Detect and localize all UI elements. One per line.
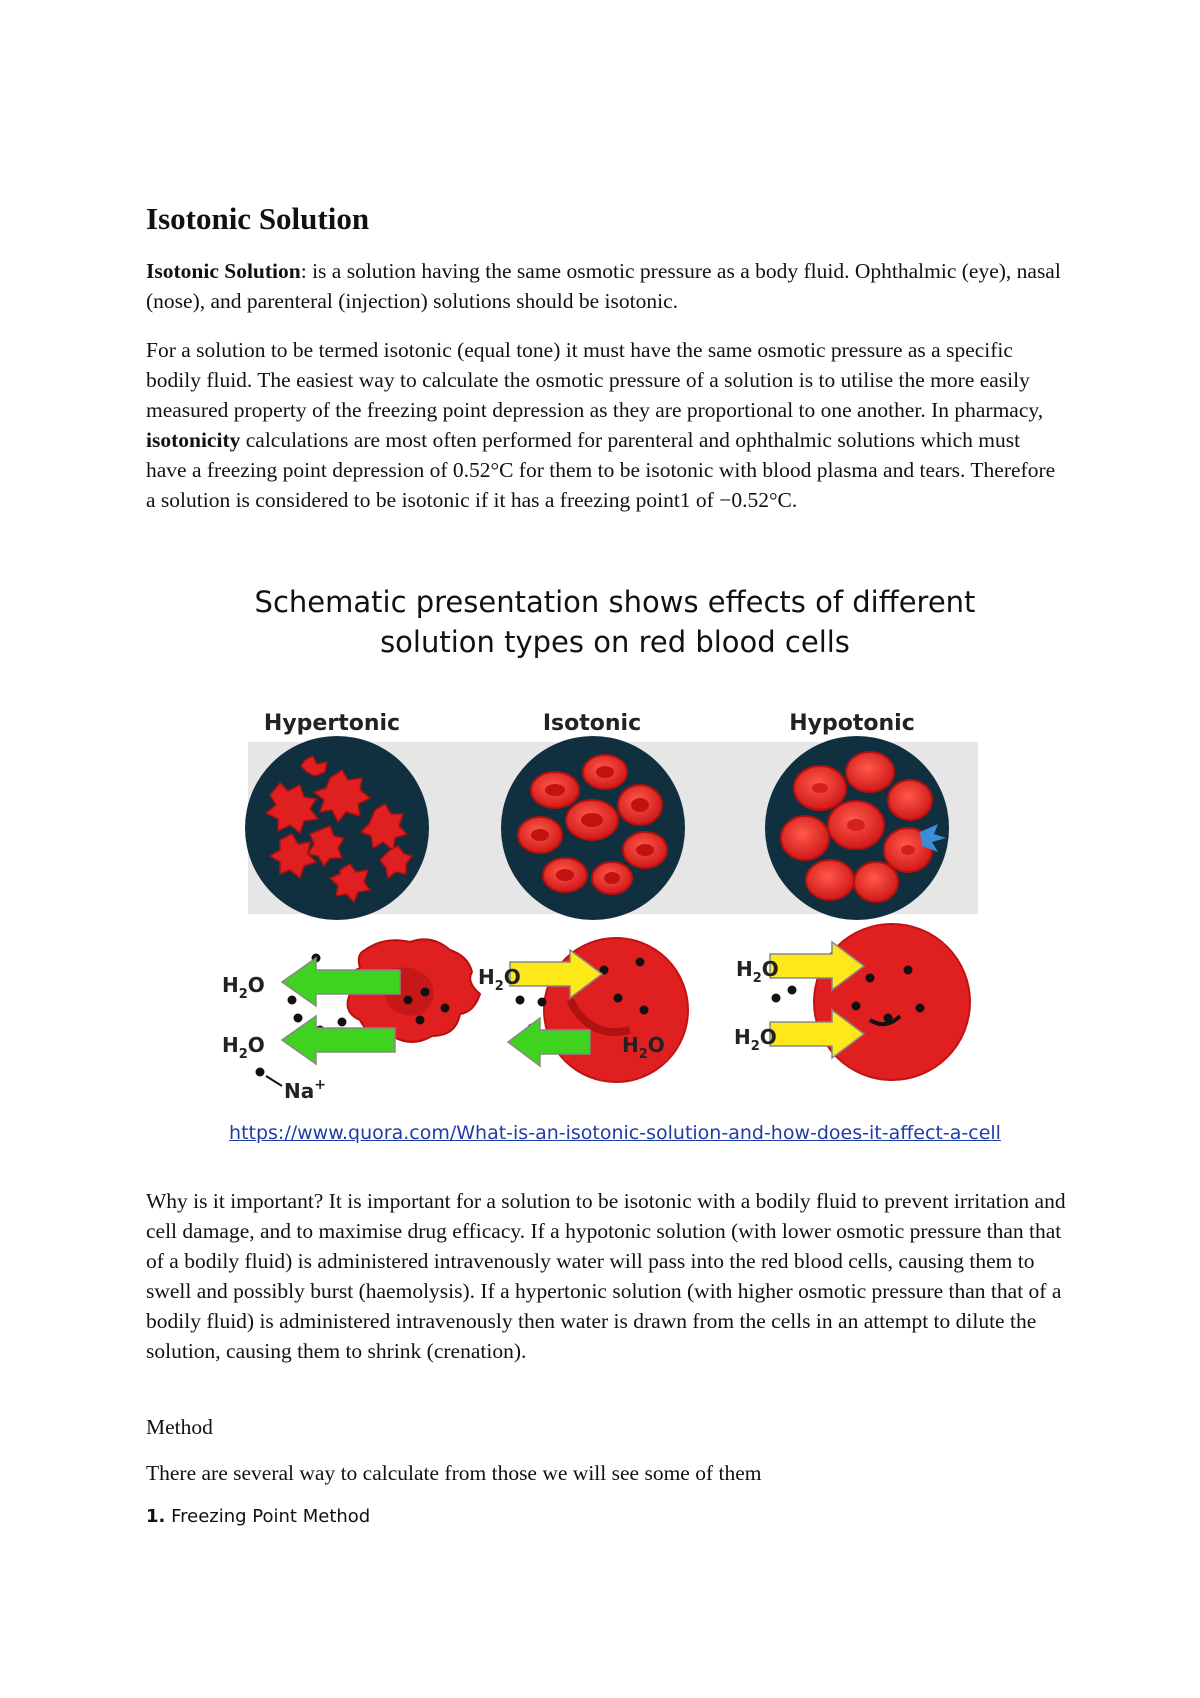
definition-text: : is a solution having the same osmotic pressure as a body fluid. Ophthalmic (eye), nasal (nose), and parenteral (injection) solutions should be isotonic. <box>146 259 1061 313</box>
source-link[interactable]: https://www.quora.com/What-is-an-isotonic-solution-and-how-does-it-affect-a-cell <box>229 1122 1001 1144</box>
para2-text-after: calculations are most often performed for parenteral and ophthalmic solutions which must have a freezing point depression of 0.52°C for them to be isotonic with blood plasma and tears. Therefore a solution is considered to be isotonic if it has a freezing point1 of −0.52°C. <box>146 428 1056 512</box>
page-title: Isotonic Solution <box>146 201 370 236</box>
water-label-3: $H_2O$ <box>478 965 521 994</box>
figure-title-line-1: Schematic presentation shows effects of different <box>254 585 976 619</box>
method-heading: Method <box>146 1415 213 1439</box>
label-hypertonic: Hypertonic <box>263 711 401 736</box>
water-label-6: $H_2O$ <box>734 1025 777 1054</box>
hypotonic-schematic <box>734 924 970 1080</box>
importance-paragraph: Why is it important? It is important for a solution to be isotonic with a bodily fluid to prevent irritation and cell damage, and to maximise drug efficacy. If a hypotonic solution (with lower osmotic pressure than that of a bodily fluid) is administered intravenously water will pass into the red blood cells, causing them to swell and possibly burst (haemolysis). If a hypertonic solution (with higher osmotic pressure than that of a bodily fluid) is administered intravenously then water is drawn from the cells in an attempt to dilute the solution, causing them to shrink (crenation). <box>146 1189 1066 1363</box>
sodium-ion-label: Na+ <box>284 1077 326 1100</box>
osmotic-pressure-paragraph <box>146 335 1066 515</box>
subheading-text: Freezing Point Method <box>165 1506 371 1527</box>
label-hypotonic: Hypotonic <box>789 711 915 736</box>
hypertonic-schematic <box>222 939 480 1100</box>
water-label-5: $H_2O$ <box>736 957 779 986</box>
freezing-point-method-heading <box>146 1506 370 1527</box>
figure-title <box>180 582 1050 662</box>
figure-title-line-2: solution types on red blood cells <box>380 625 850 659</box>
isotonic-schematic <box>478 938 688 1082</box>
water-label-1: $H_2O$ <box>222 973 265 1002</box>
red-blood-cell-diagram <box>220 700 990 1100</box>
definition-paragraph <box>146 256 1066 316</box>
normal-cell <box>544 938 688 1082</box>
para2-text-before: For a solution to be termed isotonic (equal tone) it must have the same osmotic pressure as a specific bodily fluid. The easiest way to calculate the osmotic pressure of a solution is to utilise the more easily measured property of the freezing point depression as they are proportional to one another. In pharmacy, <box>146 338 1044 422</box>
term-bold: Isotonic Solution <box>146 259 301 283</box>
isotonicity-bold: isotonicity <box>146 428 241 452</box>
label-isotonic: Isotonic <box>542 711 642 736</box>
water-label-4: $H_2O$ <box>622 1033 665 1062</box>
method-intro: There are several way to calculate from those we will see some of them <box>146 1461 762 1485</box>
water-label-2: $H_2O$ <box>222 1033 265 1062</box>
subheading-number: 1. <box>146 1506 166 1527</box>
